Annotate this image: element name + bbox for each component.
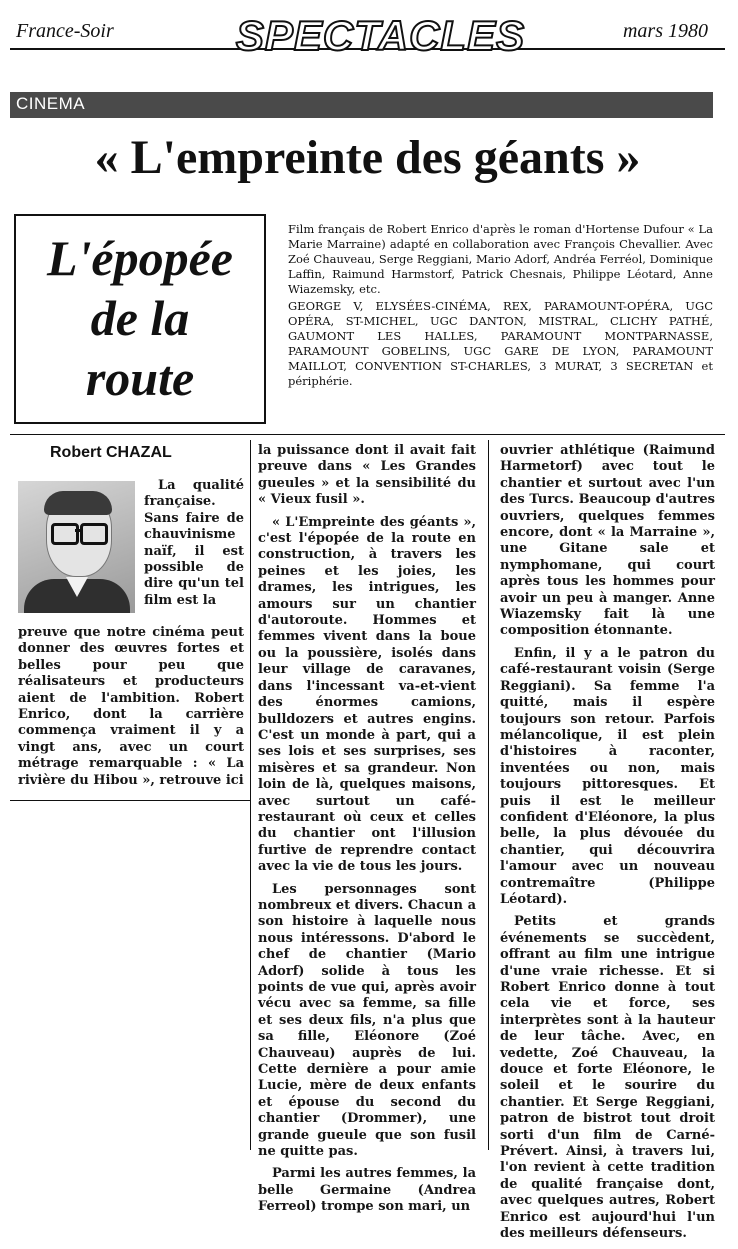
article-intro-bottom (18, 625, 244, 795)
author-photo (18, 481, 135, 613)
paragraph: Les personnages sont nombreux et divers. Chacun a son histoire à laquelle nous nous intéressons. D'abord le chef de chantier (Mario Adorf) solide à tous les points de vue qui, après avoir vécu avec sa femme, sa fille et ses deux fils, n'a plus que sa fille, Eléonore (Zoé Chauveau) auprès de lui. Cette dernière a pour amie Lucie, mère de deux enfants et épouse du second du chantier (Drommer), une grande gueule que son fusil ne quitte pas. (258, 881, 476, 1160)
headline: « L'empreinte des géants » (94, 131, 641, 184)
article-column-3 (500, 443, 715, 1249)
section-title: SPECTACLES (235, 12, 526, 59)
subhead-line: L'épopée (46, 230, 233, 286)
glasses-icon (51, 523, 79, 545)
divider (10, 434, 725, 435)
cinema-list: GEORGE V, ELYSÉES-CINÉMA, REX, PARAMOUNT-OPÉRA, UGC OPÉRA, ST-MICHEL, UGC DANTON, MISTRAL, CLICHY PATHÉ, GAUMONT LES HALLES, PARAMOUNT MONTPARNASSE, PARAMOUNT GOBELINS, UGC GARE DE LYON, PARAMOUNT MAILLOT, CONVENTION ST-CHARLES, 3 MURAT, 3 SECRETAN et périphérie. (288, 299, 713, 388)
newspaper-name: France-Soir (16, 20, 114, 42)
subhead-line: de la (90, 290, 190, 346)
paragraph: Enfin, il y a le patron du café-restaurant voisin (Serge Reggiani). Sa femme l'a quitté, mais il espère toujours son retour. Parfois mélancolique, il est plein d'histoires à raconter, inventées ou non, mais toujours pittoresques. Et puis il est le meilleur confident d'Eléonore, la plus belle, la plus dévouée du chantier, qui découvrira l'amour avec un nouveau contremaître (Philippe Léotard). (500, 645, 715, 907)
column-end-rule (10, 800, 250, 801)
section-label: CINEMA (16, 94, 86, 113)
credits-text: Film français de Robert Enrico d'après le roman d'Hortense Dufour « La Marie Marraine) adapté en collaboration avec François Chevallier. Avec Zoé Chauveau, Serge Reggiani, Mario Adorf, Andréa Ferréol, Dominique Laffin, Raimund Harmstorf, Patrick Chesnais, Philippe Léotard, Anne Wiazemsky, etc. (288, 222, 713, 296)
issue-date: mars 1980 (622, 20, 708, 42)
article-intro-top (144, 478, 244, 615)
paragraph: Petits et grands événements se succèdent, offrant au film une intrigue d'une vraie richesse. Et si Robert Enrico donne à tout cela vie et force, ses interprètes sont à la hauteur de leur tâche. Avec, en vedette, Zoé Chauveau, la douce et forte Eléonore, le soleil et le sourire du chantier. Et Serge Reggiani, patron de bistrot tout droit sorti d'un film de Carné-Prévert. Ainsi, à travers lui, l'on revient à cette tradition de qualité française dont, avec quelques autres, Robert Enrico est aujourd'hui l'un des meilleurs défenseurs. (500, 914, 715, 1242)
byline: Robert CHAZAL (50, 444, 172, 461)
paragraph: La qualité française. Sans faire de chauvinisme naïf, il est possible de dire qu'un tel film est la (144, 478, 244, 608)
paragraph: preuve que notre cinéma peut donner des œuvres fortes et belles pour peu que réalisateurs et producteurs aient de l'ambition. Robert Enrico, dont la carrière commença vraiment il y a vingt ans, avec un court métrage remarquable : « La rivière du Hibou », retrouve ici (18, 625, 244, 788)
column-rule (488, 440, 489, 1150)
subhead (16, 228, 264, 408)
section-bar (10, 92, 713, 118)
paragraph: « L'Empreinte des géants », c'est l'épopée de la route en construction, à travers les peines et les joies, les drames, les intrigues, les amours sur un chantier d'autoroute. Hommes et femmes vivent dans la boue ou la poussière, isolés dans leur village de caravanes, dans l'incessant va-et-vient des énormes camions, bulldozers et autres engins. C'est un monde à part, qui a ses lois et ses surprises, ses misères et sa grandeur. Non loin de là, quelques maisons, avec surtout un café-restaurant où ceux et celles du chantier ont l'illusion furtive de reprendre contact avec la vie de tous les jours. (258, 514, 476, 875)
subhead-box (14, 214, 266, 424)
article-column-2 (258, 443, 476, 1222)
film-credits (288, 222, 713, 389)
paragraph: ouvrier athlétique (Raimund Harmetorf) avec tout le chantier et surtout avec l'un des Turcs. Beaucoup d'autres ouvriers, quelques femmes encore, dont « la Marraine », une Gitane sale et nymphomane, qui court après tous les hommes pour avoir un peu à manger. Anne Wiazemsky fait là une composition étonnante. (500, 443, 715, 639)
column-rule (250, 440, 251, 1150)
subhead-line: route (85, 350, 195, 406)
paragraph: Parmi les autres femmes, la belle Germaine (Andrea Ferreol) trompe son mari, un (258, 1166, 476, 1215)
paragraph: la puissance dont il avait fait preuve dans « Les Grandes gueules » et la sensibilité du « Vieux fusil ». (258, 443, 476, 508)
